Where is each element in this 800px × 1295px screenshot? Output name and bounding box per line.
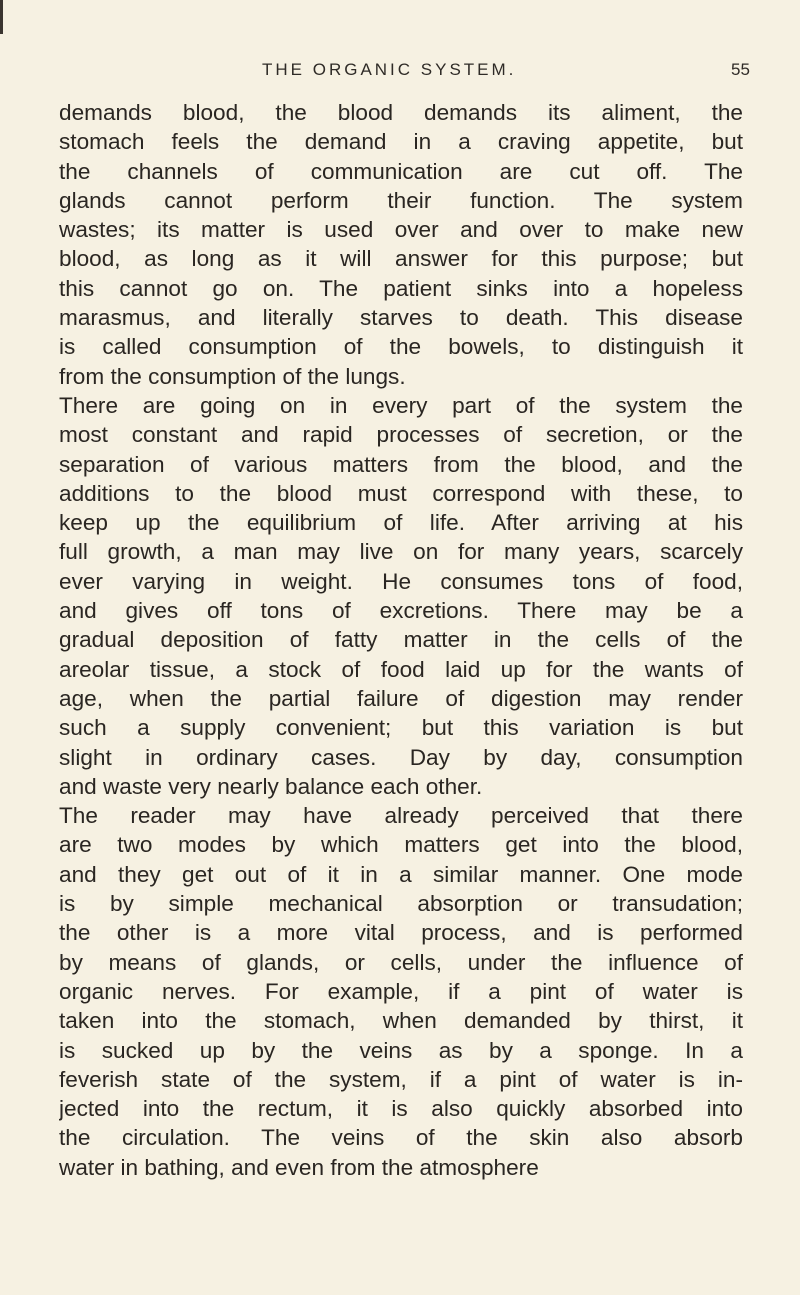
paragraph — [59, 98, 743, 391]
text-line: and gives off tons of excretions. There may be a — [59, 598, 743, 624]
text-line: keep up the equilibrium of life. After arriving at his — [59, 510, 743, 536]
text-line: ever varying in weight. He consumes tons of food, — [59, 568, 743, 594]
paragraph — [59, 801, 743, 1182]
text-line: is called consumption of the bowels, to distinguish it — [59, 334, 743, 360]
text-line: marasmus, and literally starves to death. This disease — [59, 305, 743, 331]
text-line: most constant and rapid processes of secretion, or the — [59, 422, 743, 448]
text-line: the channels of communication are cut off. The — [59, 158, 743, 184]
text-line: wastes; its matter is used over and over to make new — [59, 217, 743, 243]
text-line: additions to the blood must correspond with these, to — [59, 480, 743, 506]
text-line: age, when the partial failure of digestion may render — [59, 685, 743, 711]
text-line: taken into the stomach, when demanded by thirst, it — [59, 1008, 743, 1034]
text-line: and waste very nearly balance each other. — [59, 773, 483, 799]
text-line: is by simple mechanical absorption or transudation; — [59, 891, 743, 917]
running-head — [0, 60, 800, 84]
text-line: water in bathing, and even from the atmosphere — [59, 1154, 539, 1180]
text-line: from the consumption of the lungs. — [59, 363, 406, 389]
running-title: THE ORGANIC SYSTEM. — [262, 60, 517, 79]
text-line: jected into the rectum, it is also quickly absorbed into — [59, 1096, 743, 1122]
text-line: is sucked up by the veins as by a sponge. In a — [59, 1037, 743, 1063]
text-line: feverish state of the system, if a pint of water is in- — [59, 1066, 743, 1092]
page-edge-mark — [0, 0, 3, 34]
text-line: are two modes by which matters get into the blood, — [59, 832, 743, 858]
text-line: The reader may have already perceived that there — [59, 803, 743, 829]
text-line: blood, as long as it will answer for this purpose; but — [59, 246, 743, 272]
text-line: demands blood, the blood demands its aliment, the — [59, 100, 743, 125]
text-line: and they get out of it in a similar manner. One mode — [59, 861, 743, 887]
text-line: this cannot go on. The patient sinks into a hopeless — [59, 275, 743, 301]
text-line: glands cannot perform their function. The system — [59, 187, 743, 213]
text-line: areolar tissue, a stock of food laid up for the wants of — [59, 656, 743, 682]
text-line: gradual deposition of fatty matter in the cells of the — [59, 627, 743, 653]
text-line: slight in ordinary cases. Day by day, consumption — [59, 744, 743, 770]
text-line: the circulation. The veins of the skin also absorb — [59, 1125, 743, 1151]
text-line: separation of various matters from the blood, and the — [59, 451, 743, 477]
text-line: There are going on in every part of the system the — [59, 392, 743, 418]
text-line: the other is a more vital process, and is performed — [59, 920, 743, 946]
page-number: 55 — [731, 60, 750, 79]
paragraph — [59, 391, 743, 801]
text-line: full growth, a man may live on for many years, scarcely — [59, 539, 743, 565]
text-line: stomach feels the demand in a craving appetite, but — [59, 129, 743, 155]
text-line: such a supply convenient; but this variation is but — [59, 715, 743, 741]
body-text — [59, 98, 743, 1182]
text-line: organic nerves. For example, if a pint of water is — [59, 978, 743, 1004]
text-line: by means of glands, or cells, under the influence of — [59, 949, 743, 975]
